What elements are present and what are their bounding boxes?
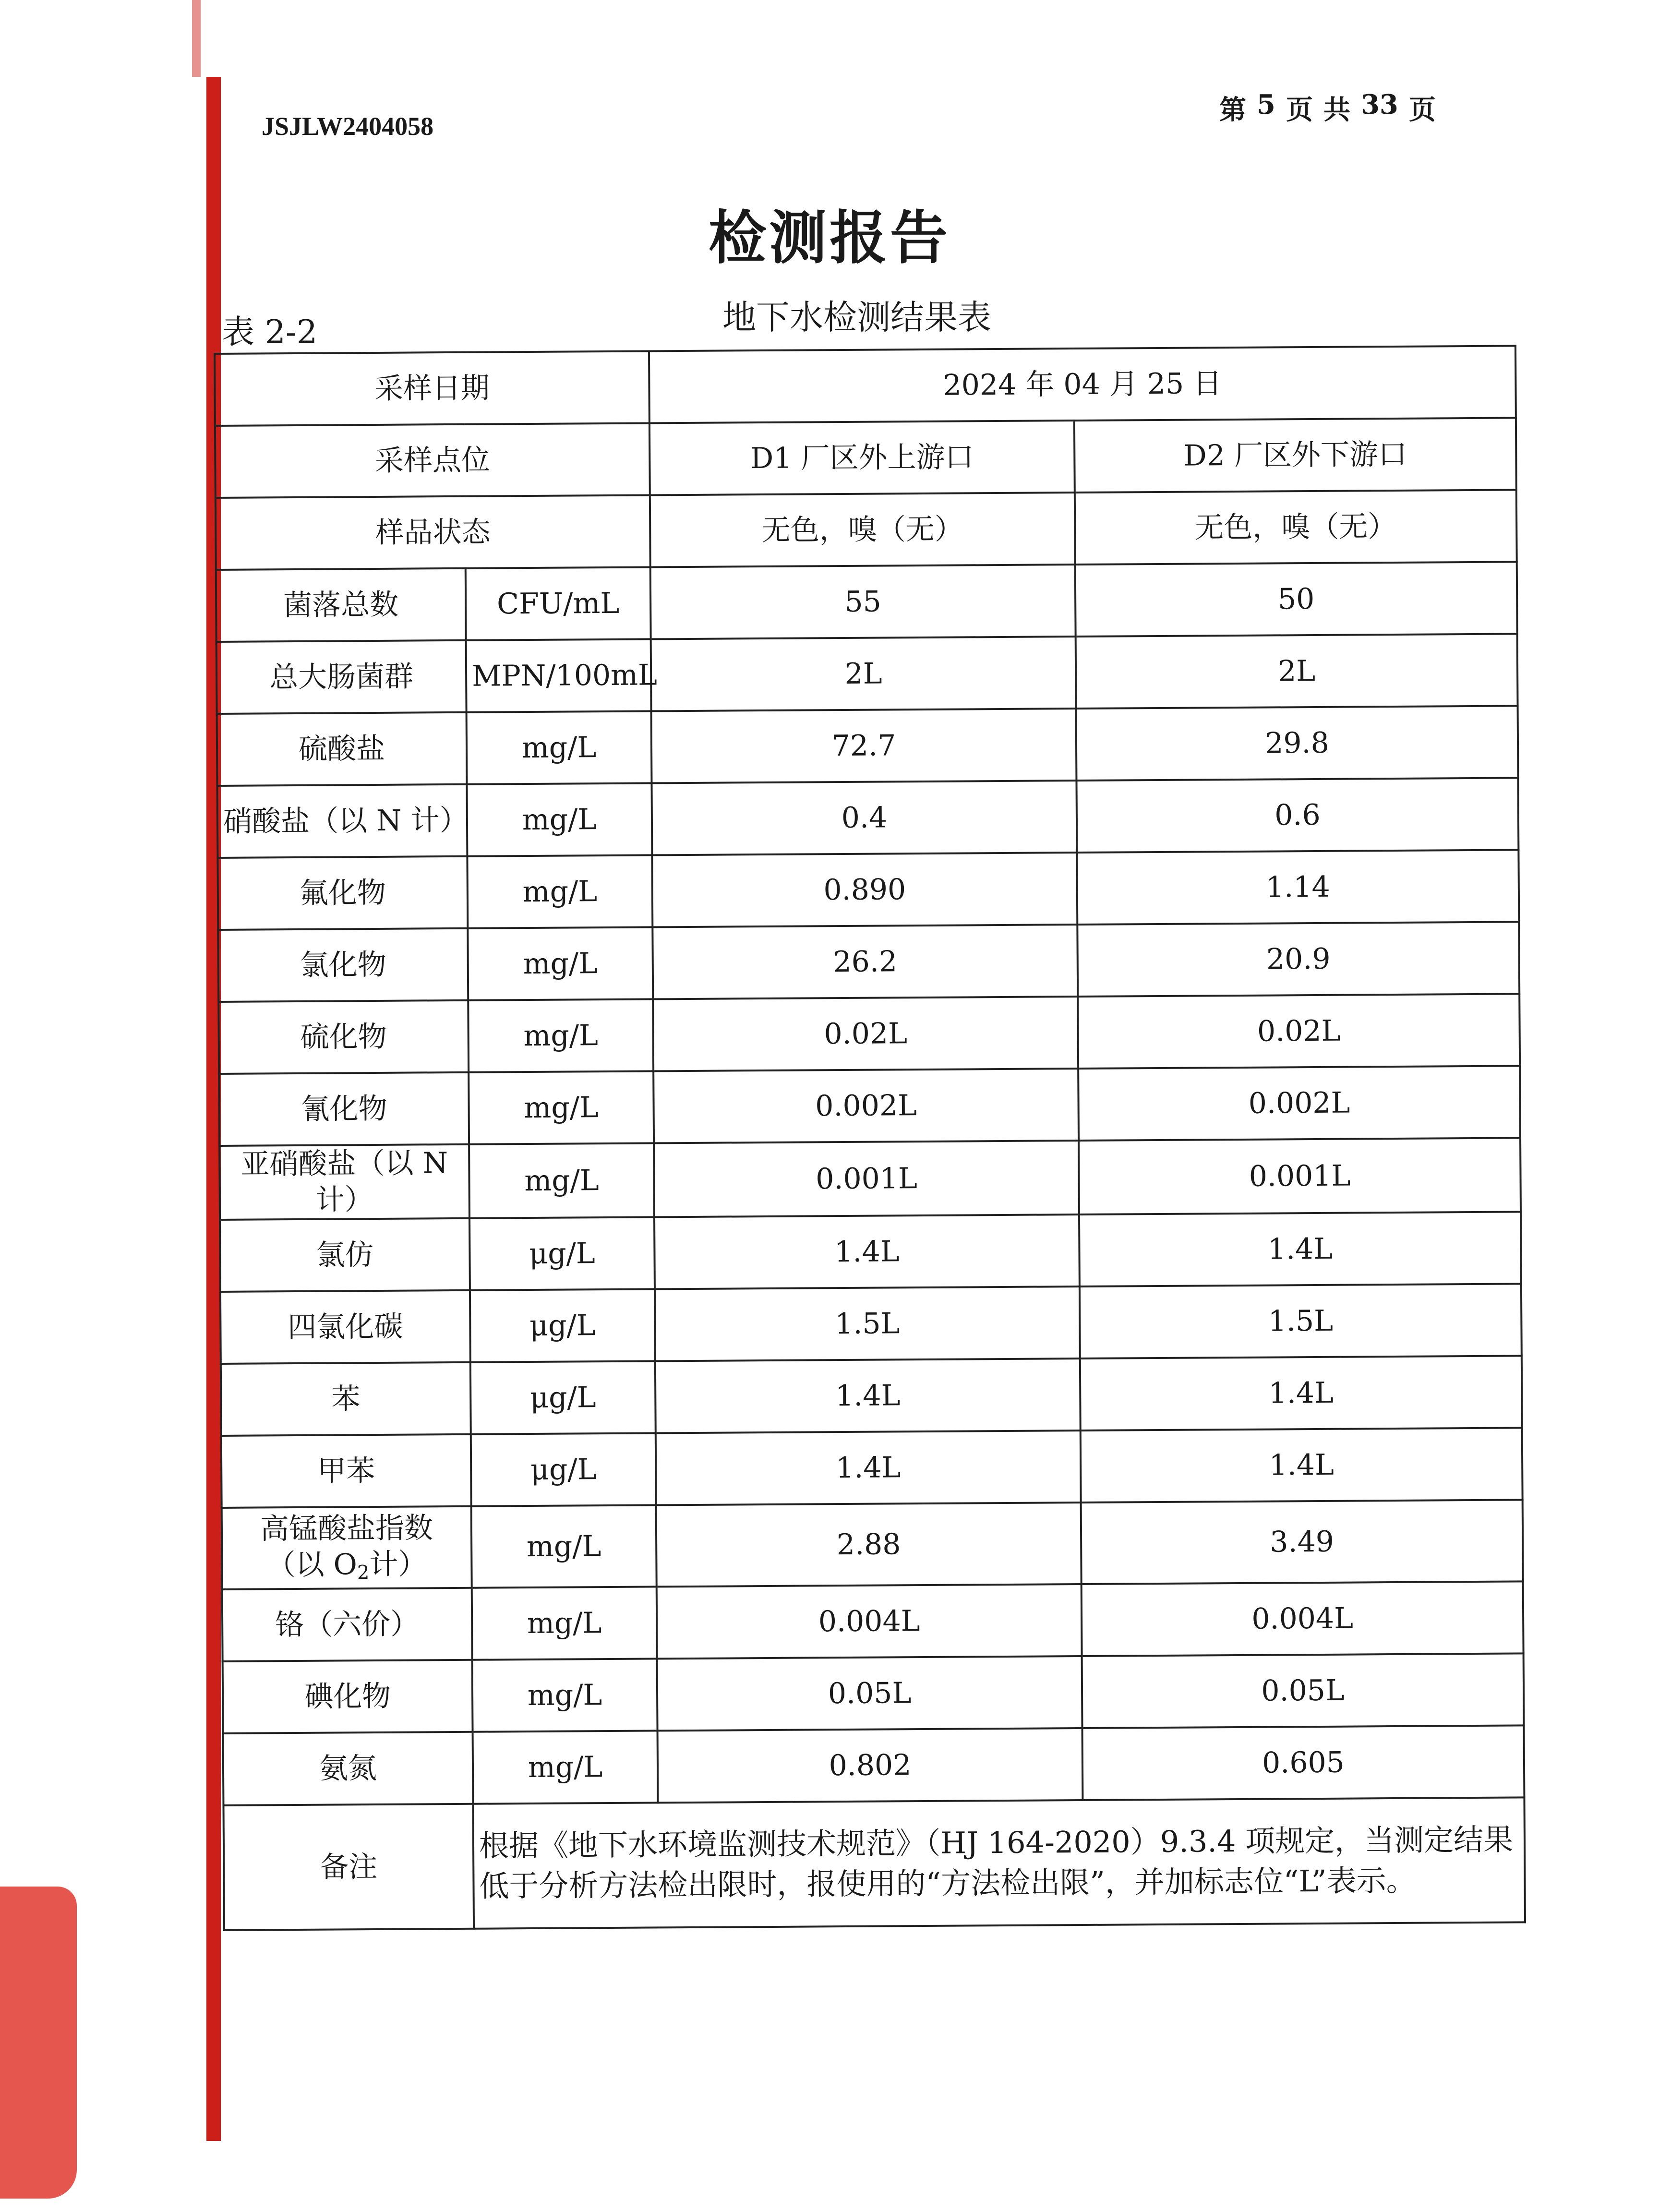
result-row: [216, 562, 1517, 642]
sampling-date-value: 2024 年 04 月 25 日: [649, 346, 1516, 423]
item-name: 氰化物: [219, 1072, 469, 1146]
item-name-line2: [228, 1546, 466, 1586]
page-mid2: 共: [1323, 94, 1350, 126]
result-row: [218, 922, 1519, 1002]
item-name: 四氯化碳: [220, 1290, 470, 1364]
result-row: [217, 850, 1519, 930]
result-row: [219, 1138, 1521, 1220]
value-d2: 0.6: [1076, 778, 1518, 853]
value-d1: 1.4L: [656, 1431, 1081, 1505]
item-name-line1: 高锰酸盐指数: [260, 1511, 433, 1546]
item-name: 硫化物: [218, 1000, 469, 1074]
unit: μg/L: [470, 1289, 655, 1362]
unit: mg/L: [472, 1659, 658, 1731]
value-d2: 1.4L: [1080, 1356, 1522, 1431]
table-caption: 地下水检测结果表: [722, 298, 991, 337]
result-row: [217, 706, 1518, 786]
item-name: 亚硝酸盐（以 N 计）: [219, 1144, 469, 1220]
unit: mg/L: [467, 855, 652, 928]
item-name: 氨氮: [223, 1732, 473, 1805]
sample-state-label: 样品状态: [216, 495, 650, 570]
seal-stain: [0, 1887, 77, 2199]
table-number: 表 2-2: [222, 313, 318, 351]
item-name: 铬（六价）: [222, 1588, 472, 1661]
result-row: [223, 1725, 1525, 1805]
unit: μg/L: [470, 1361, 656, 1434]
item-name-line2-prefix: （以 O: [266, 1548, 358, 1582]
value-d2: 0.004L: [1082, 1581, 1524, 1656]
unit: mg/L: [469, 1143, 654, 1218]
unit: mg/L: [471, 1505, 657, 1587]
value-d1: 2.88: [656, 1503, 1082, 1587]
value-d2: 20.9: [1077, 922, 1519, 997]
results-table: [214, 345, 1526, 1931]
value-d2: 50: [1075, 562, 1517, 637]
sampling-point-label: 采样点位: [215, 423, 650, 498]
point-d1: D1 厂区外上游口: [649, 421, 1075, 495]
value-d2: 0.05L: [1082, 1653, 1524, 1728]
result-row: [220, 1212, 1521, 1292]
page-indicator: [1219, 89, 1436, 127]
sampling-date-row: [215, 346, 1516, 426]
result-row: [219, 1066, 1520, 1146]
result-row: [221, 1356, 1522, 1436]
value-d2: 1.5L: [1080, 1284, 1522, 1358]
value-d1: 26.2: [652, 925, 1078, 999]
unit: mg/L: [468, 999, 653, 1072]
point-d2: D2 厂区外下游口: [1074, 418, 1516, 493]
state-d2: 无色，嗅（无）: [1075, 490, 1517, 565]
state-d1: 无色，嗅（无）: [650, 493, 1075, 567]
item-name: 氯化物: [218, 928, 468, 1002]
value-d1: 1.4L: [655, 1358, 1081, 1433]
unit: mg/L: [467, 783, 652, 856]
item-name: 总大肠菌群: [216, 640, 467, 714]
value-d2: 1.4L: [1079, 1212, 1521, 1286]
item-name: 氯仿: [220, 1218, 470, 1292]
page-mid1: 页: [1286, 94, 1313, 126]
value-d2: 29.8: [1076, 706, 1518, 781]
unit: mg/L: [469, 1071, 654, 1144]
value-d1: 0.002L: [653, 1069, 1079, 1143]
value-d2: 1.4L: [1081, 1428, 1523, 1503]
binding-edge-mark: [192, 0, 201, 77]
unit: MPN/100mL: [466, 639, 651, 712]
value-d2: 0.02L: [1078, 994, 1520, 1069]
value-d1: 55: [650, 565, 1076, 639]
unit: mg/L: [473, 1731, 658, 1803]
value-d1: 0.4: [651, 781, 1077, 855]
value-d1: 72.7: [651, 709, 1077, 783]
value-d1: 0.004L: [657, 1584, 1082, 1659]
result-row: [220, 1284, 1522, 1364]
value-d1: 0.802: [658, 1728, 1083, 1803]
result-row: [223, 1653, 1524, 1733]
value-d2: 0.605: [1082, 1725, 1525, 1800]
value-d1: 0.001L: [654, 1141, 1079, 1217]
item-name: 硝酸盐（以 N 计）: [217, 784, 468, 858]
value-d1: 2L: [651, 637, 1076, 711]
item-name: [222, 1506, 472, 1589]
page-title: 检测报告: [709, 205, 950, 272]
page-total: 33: [1360, 89, 1398, 120]
remark-label: 备注: [223, 1804, 474, 1930]
item-name-line2-suffix: 计）: [369, 1547, 427, 1582]
result-row: [222, 1581, 1524, 1661]
item-name: 甲苯: [221, 1434, 471, 1508]
unit: mg/L: [468, 927, 653, 1000]
unit: mg/L: [467, 711, 652, 784]
value-d1: 0.05L: [657, 1656, 1082, 1731]
unit: mg/L: [472, 1587, 657, 1659]
remark-row: [223, 1797, 1525, 1930]
value-d2: 3.49: [1081, 1500, 1523, 1584]
value-d2: 2L: [1076, 634, 1518, 709]
value-d1: 1.5L: [655, 1286, 1080, 1361]
remark-text: 根据《地下水环境监测技术规范》（HJ 164-2020）9.3.4 项规定，当测定结果低于分析方法检出限时，报使用的“方法检出限”，并加标志位“L”表示。: [473, 1797, 1525, 1928]
result-row: [218, 994, 1520, 1074]
value-d1: 0.02L: [653, 997, 1078, 1071]
value-d2: 0.002L: [1078, 1066, 1520, 1141]
page-current: 5: [1257, 89, 1275, 120]
item-name: 硫酸盐: [217, 712, 467, 786]
unit: μg/L: [469, 1217, 655, 1290]
sampling-point-row: [215, 418, 1516, 498]
value-d2: 0.001L: [1079, 1138, 1521, 1214]
value-d1: 1.4L: [654, 1214, 1080, 1289]
result-row: [217, 778, 1519, 858]
result-row: [216, 634, 1518, 714]
item-name: 苯: [221, 1362, 471, 1436]
result-row-permanganate: [222, 1500, 1523, 1589]
unit: μg/L: [471, 1433, 656, 1506]
report-number: JSJLW2404058: [262, 112, 434, 141]
value-d2: 1.14: [1077, 850, 1519, 925]
item-name: 菌落总数: [216, 568, 466, 642]
page-suffix: 页: [1408, 94, 1436, 126]
sample-state-row: [216, 490, 1517, 570]
value-d1: 0.890: [652, 853, 1077, 927]
item-name: 氟化物: [217, 856, 468, 930]
item-name: 碘化物: [223, 1660, 473, 1733]
sampling-date-label: 采样日期: [215, 351, 649, 426]
page-prefix: 第: [1219, 94, 1246, 126]
result-row: [221, 1428, 1523, 1508]
item-name-line2-subscript: 2: [357, 1562, 370, 1584]
unit: CFU/mL: [466, 567, 651, 640]
